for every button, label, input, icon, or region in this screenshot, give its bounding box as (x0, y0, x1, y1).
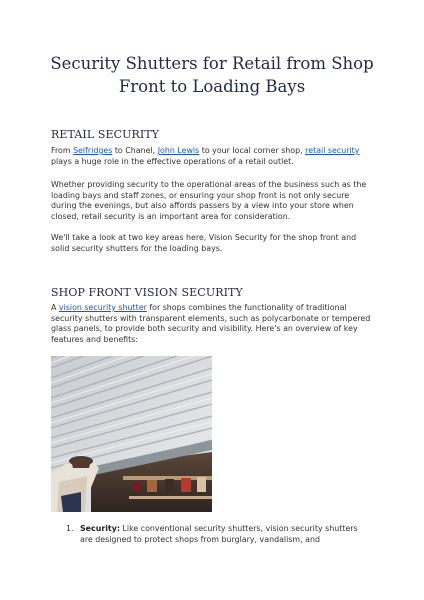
section-heading-vision-security: SHOP FRONT VISION SECURITY (51, 286, 243, 299)
list-number: 1. (66, 524, 74, 533)
vision-security-shutter-link[interactable]: vision security shutter (58, 303, 147, 312)
text-span: From (51, 146, 74, 155)
text-span: plays a huge role in the effective operations of a retail outlet. (51, 156, 294, 166)
text-span: to your local corner shop, (199, 146, 306, 155)
text-span: to Chanel, (112, 146, 158, 155)
retail-security-link[interactable]: retail security (305, 146, 360, 155)
vision-shutter-photo (51, 356, 212, 512)
retail-overview-paragraph: We'll take a look at two key areas here, Vision Security for the shop front and solid security shutters for the loading bays. (51, 233, 357, 253)
text-span: for shops combines the functionality of traditional security shutters with transparent elements, such as polycarbonate or tempered glass panels, to provide both security and visibility. Here's an overview of key features and benefits: (51, 303, 371, 344)
list-item-text: Like conventional security shutters, vision security shutters are designed to protect shops from burglary, vandalism, and (80, 524, 358, 544)
retail-intro-paragraph (51, 146, 371, 167)
page-title: Security Shutters for Retail from Shop Front to Loading Bays (50, 54, 374, 96)
vision-intro-paragraph (51, 303, 371, 345)
vision-features-list (66, 524, 366, 545)
list-item-label: Security: (80, 524, 120, 533)
retail-operations-paragraph: Whether providing security to the operational areas of the business such as the loading bays and staff zones, or ensuring your shop front is not only secure during the evenings, but also affords passers by a view into your store when closed, retail security is an important area for consideration. (51, 180, 367, 221)
list-item (66, 524, 366, 545)
text-span: A (51, 303, 59, 312)
john-lewis-link[interactable]: John Lewis (157, 146, 200, 155)
section-heading-retail-security: RETAIL SECURITY (51, 128, 160, 141)
selfridges-link[interactable]: Selfridges (73, 146, 113, 155)
